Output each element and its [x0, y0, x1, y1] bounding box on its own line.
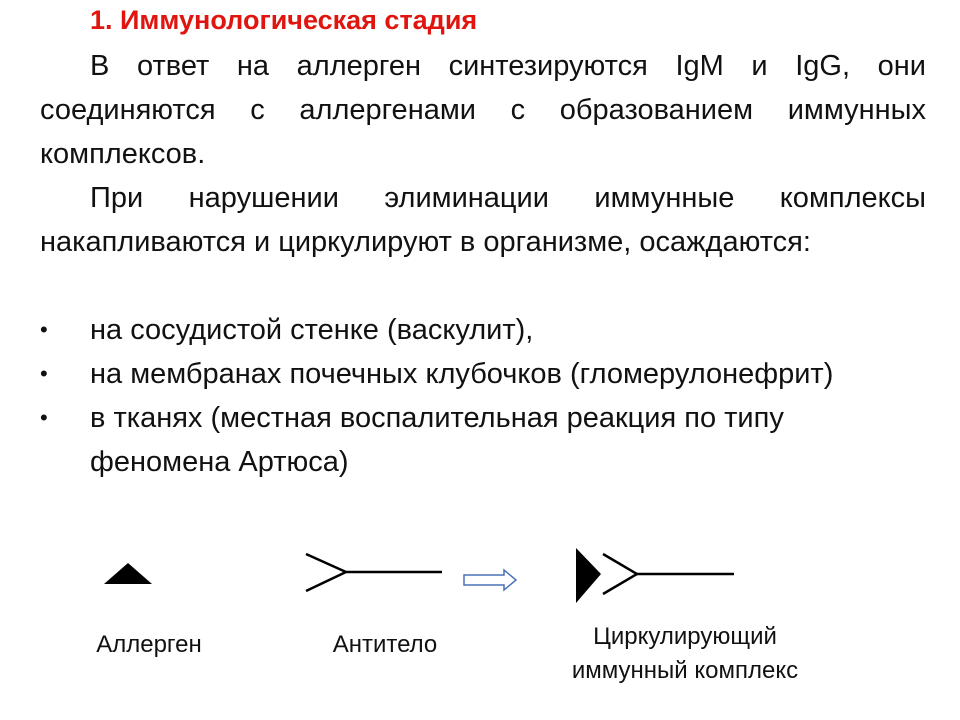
- antibody-icon: [306, 554, 442, 591]
- bullet-icon: •: [40, 317, 48, 342]
- immune-complex-label-line2: иммунный комплекс: [571, 657, 799, 684]
- bound-allergen-triangle-icon: [576, 548, 601, 603]
- antibody-label: Антитело: [332, 631, 438, 658]
- immune-complex-label: [520, 620, 850, 688]
- list-item: [40, 352, 926, 396]
- paragraph-synthesis: В ответ на аллерген синтезируются IgM и IgG, они соединяются с аллергенами с образованием иммунных комплексов.: [40, 50, 926, 170]
- list-item: [40, 396, 926, 484]
- list-item: [40, 308, 926, 352]
- bullet-icon: •: [40, 405, 48, 430]
- list-item-text: на мембранах почечных клубочков (гломерулонефрит): [90, 358, 834, 390]
- list-item-text: в тканях (местная воспалительная реакция по типу феномена Артюса): [90, 402, 784, 478]
- immune-complex-icon: [576, 548, 734, 603]
- slide-title: 1. Иммунологическая стадия: [90, 5, 478, 35]
- arrow-right-icon: [464, 570, 516, 590]
- allergen-triangle-icon: [104, 563, 152, 584]
- bound-antibody-icon: [603, 554, 734, 594]
- allergen-label: Аллерген: [96, 631, 202, 658]
- immune-complex-label-line1: Циркулирующий: [593, 623, 777, 650]
- list-item-text: на сосудистой стенке (васкулит),: [90, 314, 534, 346]
- bullet-icon: •: [40, 361, 48, 386]
- paragraph-elimination: При нарушении элиминации иммунные комплексы накапливаются и циркулируют в организме, осаждаются:: [40, 182, 926, 258]
- deposition-list: [40, 308, 926, 484]
